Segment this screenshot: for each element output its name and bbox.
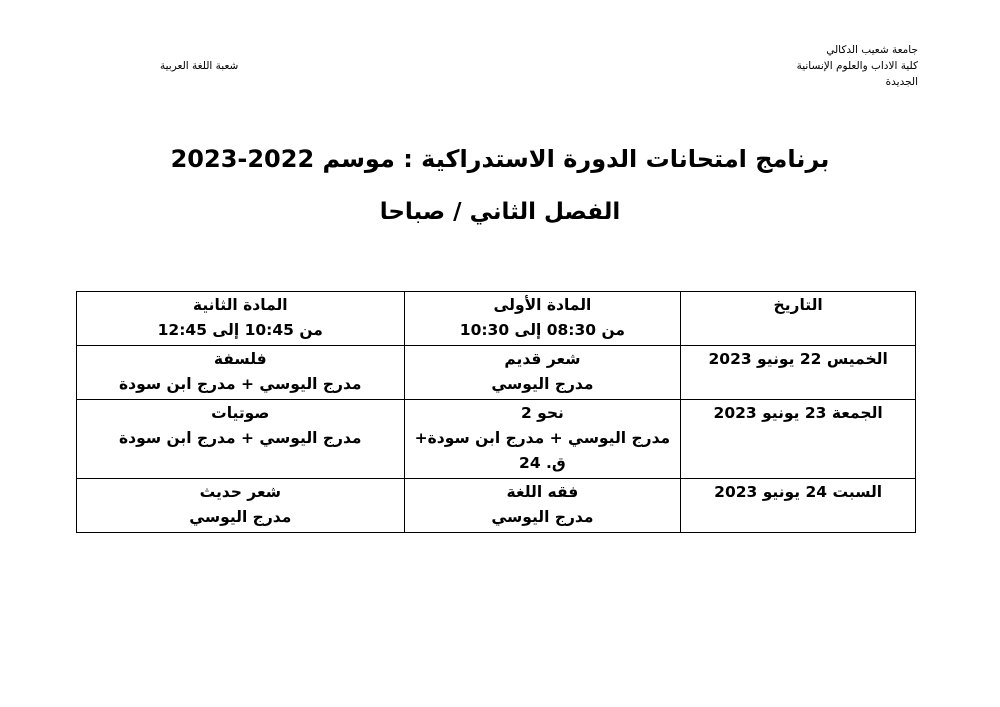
table-header-row [77, 292, 916, 346]
exam-location: مدرج اليوسي + مدرج ابن سودة+ [414, 429, 671, 447]
faculty-name: كلية الاداب والعلوم الإنسانية [796, 60, 918, 72]
header-first-subject-cell [404, 292, 681, 346]
first-subject-cell [404, 346, 681, 400]
table-row [77, 479, 916, 533]
exam-date: السبت 24 يونيو 2023 [714, 483, 883, 501]
header-second-time: من 10:45 إلى 12:45 [157, 321, 323, 339]
page-subtitle: الفصل الثاني / صباحا [379, 199, 621, 225]
subject-name: شعر حديث [199, 483, 281, 501]
subject-name: نحو 2 [520, 404, 564, 422]
exam-location: مدرج اليوسي [189, 508, 292, 526]
date-cell [681, 346, 916, 400]
exam-location: مدرج اليوسي [491, 375, 594, 393]
exam-schedule-table [76, 291, 916, 533]
page-title: برنامج امتحانات الدورة الاستدراكية : موسم 2022-2023 [170, 145, 830, 173]
subject-name: صوتيات [211, 404, 270, 422]
exam-date: الجمعة 23 يونيو 2023 [713, 404, 883, 422]
table-row [77, 400, 916, 479]
header-second-subject-label: المادة الثانية [192, 296, 288, 314]
exam-room: ق. 24 [519, 454, 566, 472]
header-second-subject-cell [77, 292, 405, 346]
university-name: جامعة شعيب الدكالي [826, 44, 918, 56]
date-cell [681, 400, 916, 479]
city-name: الجديدة [885, 76, 918, 88]
exam-location: مدرج اليوسي + مدرج ابن سودة [119, 429, 362, 447]
header-date-label: التاريخ [773, 296, 823, 314]
date-cell [681, 479, 916, 533]
first-subject-cell [404, 400, 681, 479]
second-subject-cell [77, 400, 405, 479]
subject-name: شعر قديم [504, 350, 581, 368]
second-subject-cell [77, 346, 405, 400]
department-name: شعبة اللغة العربية [160, 60, 239, 72]
header-first-subject-label: المادة الأولى [493, 296, 592, 314]
subject-name: فقه اللغة [506, 483, 579, 501]
second-subject-cell [77, 479, 405, 533]
subject-name: فلسفة [213, 350, 267, 368]
header-first-time: من 08:30 إلى 10:30 [459, 321, 626, 339]
table-row [77, 346, 916, 400]
first-subject-cell [404, 479, 681, 533]
institution-header [797, 42, 918, 90]
exam-location: مدرج اليوسي + مدرج ابن سودة [119, 375, 362, 393]
header-date-cell [681, 292, 916, 346]
exam-date: الخميس 22 يونيو 2023 [708, 350, 888, 368]
exam-location: مدرج اليوسي [491, 508, 594, 526]
